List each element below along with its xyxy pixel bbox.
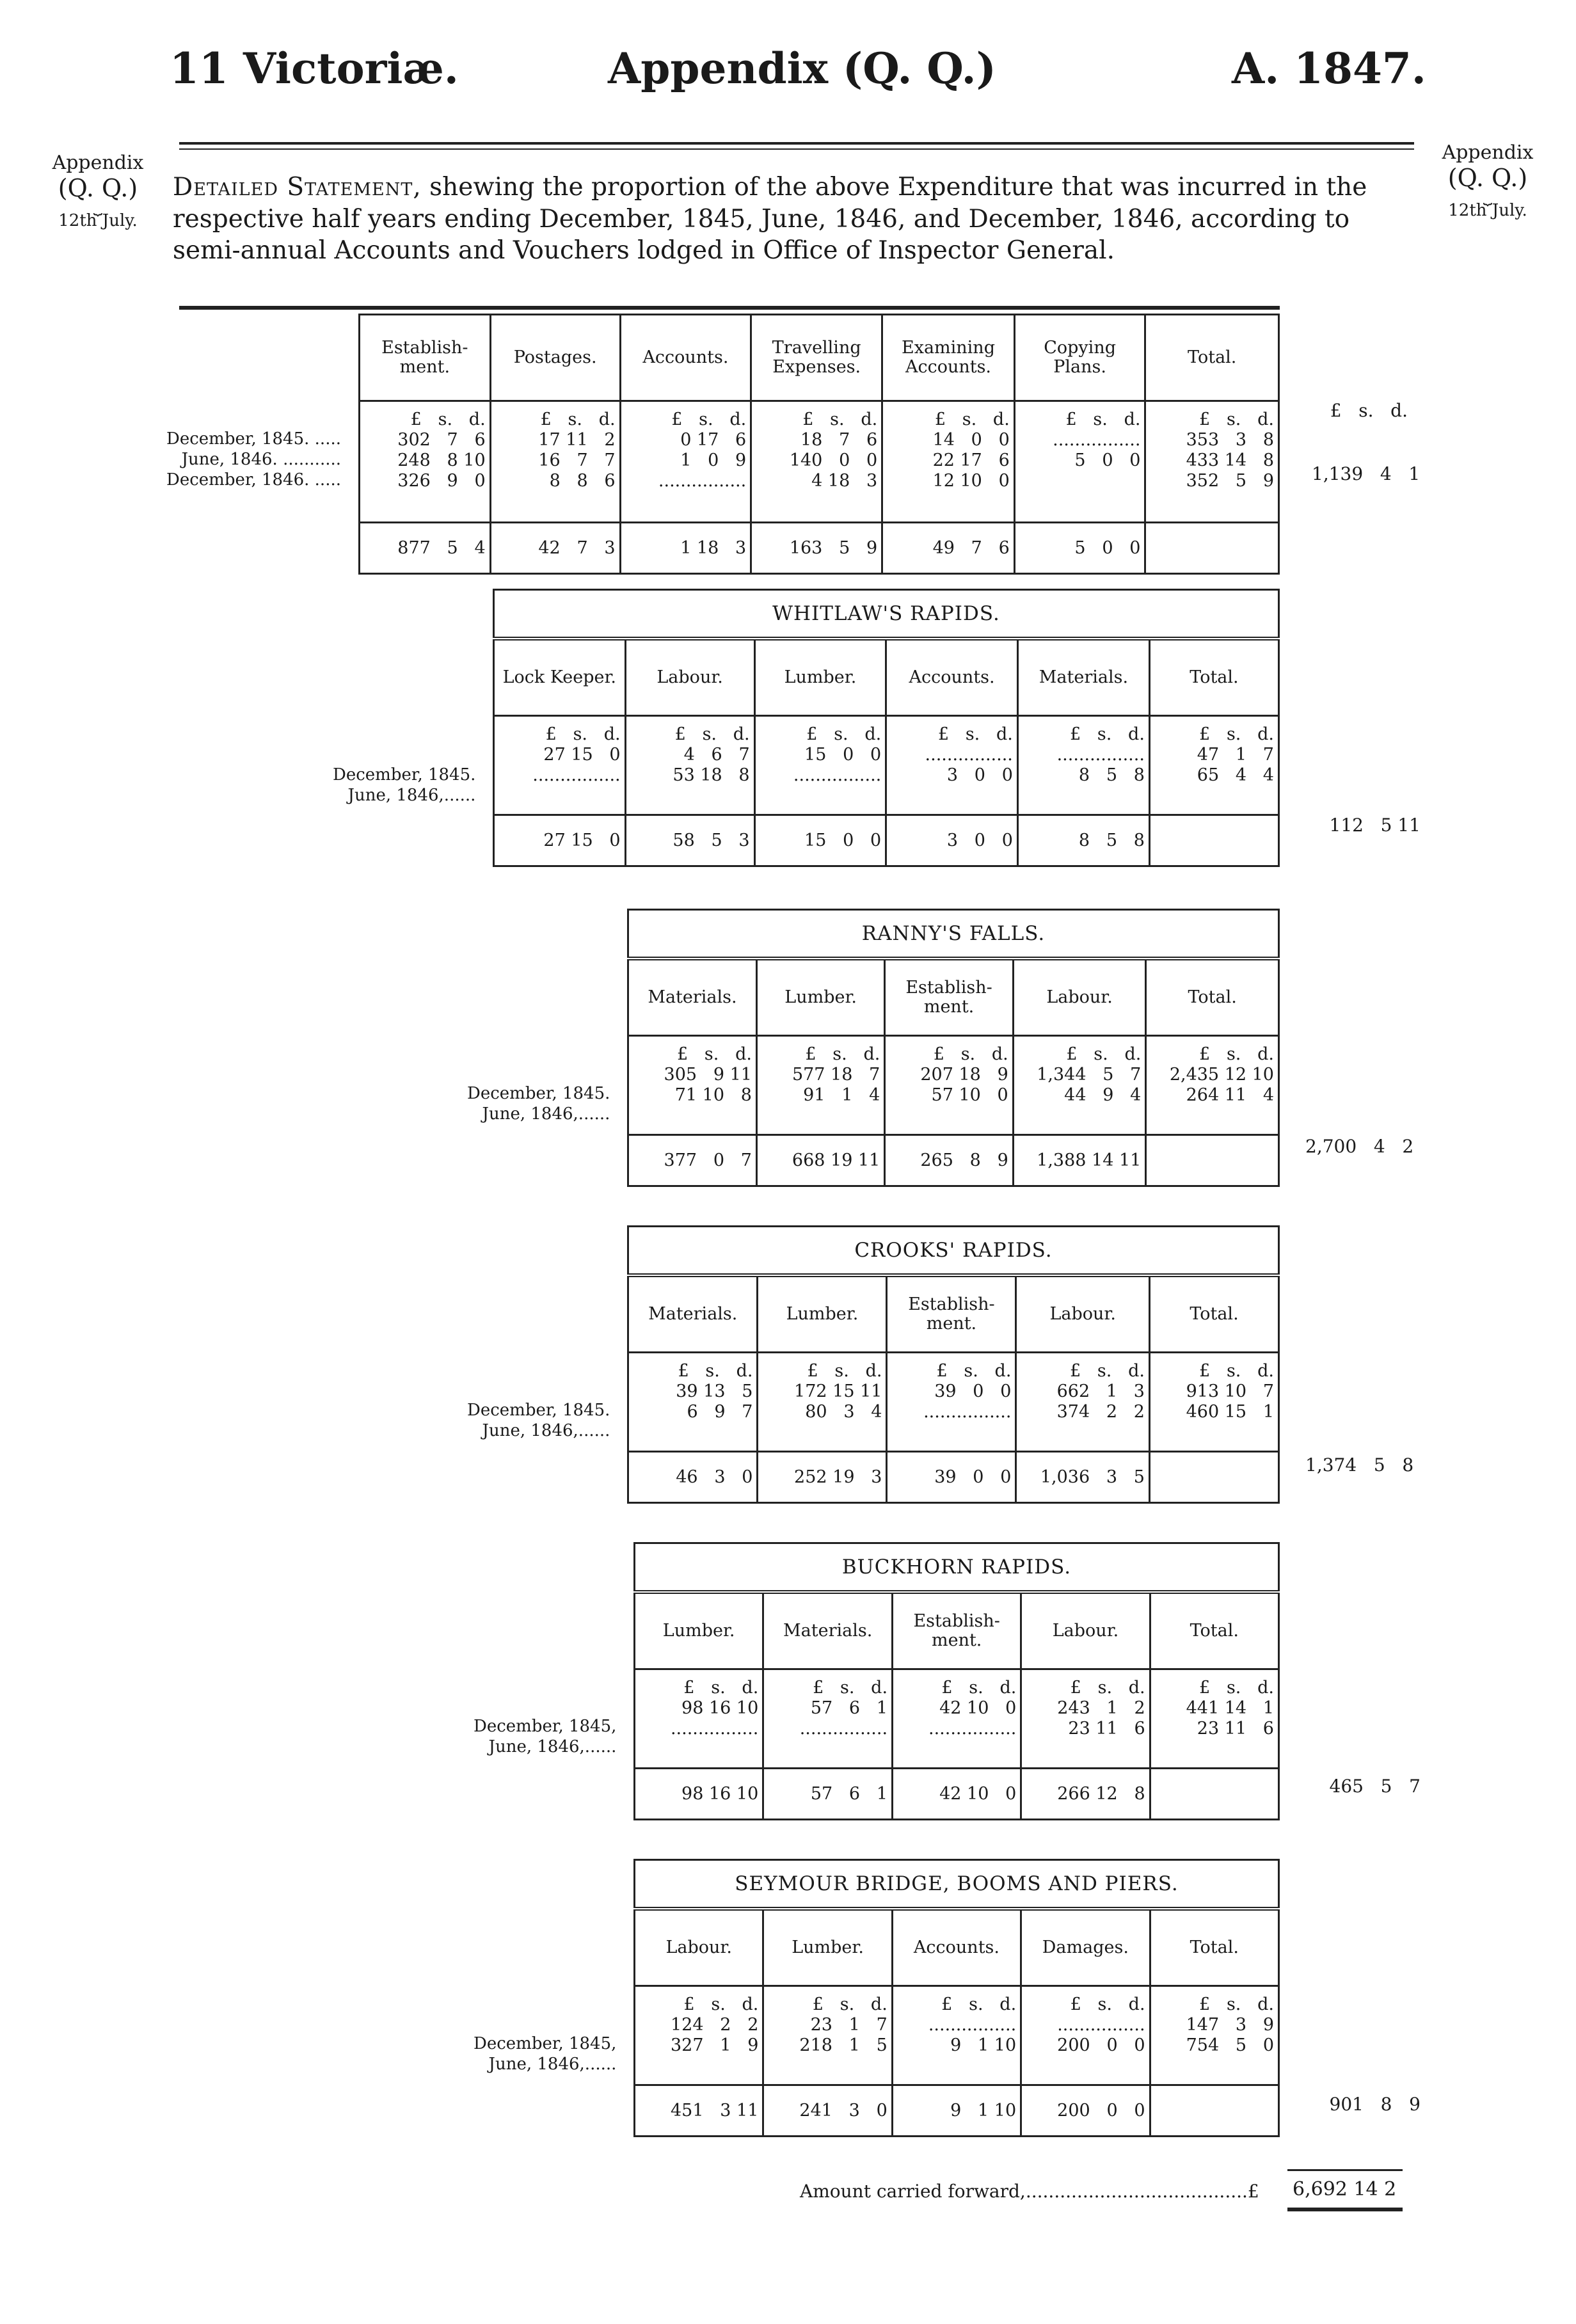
value-line: 39 13 5 <box>676 1381 753 1401</box>
period-label: June, 1846,...... <box>347 786 476 805</box>
margin-note-left: Appendix (Q. Q.) ⏟ 12th July. <box>52 152 144 230</box>
value-line: ................ <box>793 765 882 785</box>
value-line: 4 18 3 <box>811 471 878 491</box>
value-line: 4 6 7 <box>683 744 750 765</box>
value-cell <box>754 715 886 815</box>
value-cell <box>751 401 882 523</box>
section-title: RANNY'S FALLS. <box>628 910 1279 959</box>
value-line: 57 10 0 <box>931 1085 1008 1105</box>
value-line: 27 15 0 <box>543 744 621 765</box>
period-label: June, 1846. ........... <box>181 450 341 469</box>
value-line: ................ <box>799 1718 888 1739</box>
value-line: 302 7 6 <box>397 430 486 450</box>
value-line: 12 10 0 <box>932 471 1010 491</box>
value-line: 14 0 0 <box>932 430 1010 450</box>
column-total: 9 1 10 <box>892 2085 1021 2136</box>
unit-header: £ s. d. <box>937 724 1013 744</box>
value-cell <box>758 1352 887 1451</box>
unit-header: £ s. d. <box>683 1994 759 2014</box>
column-header: Materials. <box>628 1275 758 1352</box>
value-line: 6 9 7 <box>687 1401 753 1422</box>
table-seymour <box>633 1859 1280 2137</box>
value-cell <box>360 401 491 523</box>
value-cell <box>886 715 1018 815</box>
column-total: 241 3 0 <box>763 2085 892 2136</box>
unit-header: £ s. d. <box>807 1360 882 1381</box>
value-line: 353 3 8 <box>1186 430 1274 450</box>
column-header: Establish-ment. <box>887 1275 1016 1352</box>
column-header: Materials. <box>763 1592 893 1669</box>
period-label: December, 1845. <box>467 1084 610 1103</box>
value-line: 460 15 1 <box>1186 1401 1274 1422</box>
value-line: 8 5 8 <box>1078 765 1145 785</box>
unit-header: £ s. d. <box>1199 1677 1274 1698</box>
value-line: 243 1 2 <box>1057 1698 1145 1718</box>
value-cell <box>1146 1035 1279 1134</box>
column-total: 265 8 9 <box>885 1134 1013 1186</box>
period-label: June, 1846,...... <box>488 1737 617 1756</box>
value-line: 3 0 0 <box>946 765 1013 785</box>
column-header: Establish-ment. <box>893 1592 1021 1669</box>
value-line: 305 9 11 <box>664 1064 752 1085</box>
period-label: December, 1845, <box>474 2034 617 2053</box>
column-header: Materials. <box>628 959 757 1035</box>
value-line: 326 9 0 <box>397 471 486 491</box>
column-total: 27 15 0 <box>494 815 626 866</box>
value-line: 22 17 6 <box>932 450 1010 470</box>
column-total: 49 7 6 <box>882 523 1015 574</box>
column-total: 5 0 0 <box>1014 523 1145 574</box>
column-header: Examining Accounts. <box>882 315 1015 401</box>
section-title: WHITLAW'S RAPIDS. <box>494 590 1279 639</box>
statement-lead: Detailed Statement, <box>173 173 422 202</box>
unit-header: £ s. d. <box>1069 724 1145 744</box>
header-rule <box>179 142 1414 145</box>
value-cell <box>620 401 751 523</box>
value-line: 0 17 6 <box>680 430 747 450</box>
column-header: Damages. <box>1021 1909 1150 1986</box>
value-cell <box>628 1352 758 1451</box>
value-cell <box>756 1035 884 1134</box>
value-line: 1 0 9 <box>680 450 747 470</box>
value-line: 98 16 10 <box>681 1698 759 1718</box>
value-line: 207 18 9 <box>920 1064 1008 1085</box>
carried-forward-value: 6,692 14 2 <box>1293 2178 1397 2201</box>
value-line: 42 10 0 <box>939 1698 1017 1718</box>
value-line: ................ <box>1057 2014 1145 2035</box>
unit-header: £ s. d. <box>671 410 747 429</box>
period-labels <box>467 1400 610 1441</box>
value-line: ................ <box>928 2014 1017 2035</box>
value-line <box>1019 471 1141 491</box>
value-line: 248 8 10 <box>397 450 486 470</box>
value-cell <box>1021 1669 1150 1768</box>
column-header: Establish-ment. <box>360 315 491 401</box>
column-total: 252 19 3 <box>758 1451 887 1502</box>
value-line: ................ <box>925 744 1013 765</box>
column-total: 8 5 8 <box>1017 815 1149 866</box>
unit-header: £ s. d. <box>674 724 750 744</box>
unit-header: £ s. d. <box>1199 1044 1274 1064</box>
section-title: CROOKS' RAPIDS. <box>628 1227 1279 1276</box>
value-cell <box>1016 1352 1150 1451</box>
column-total: 1,388 14 11 <box>1013 1134 1146 1186</box>
column-header: Labour. <box>1016 1275 1150 1352</box>
table-crooks <box>627 1225 1280 1504</box>
column-total <box>1150 2085 1278 2136</box>
value-line: 1,344 5 7 <box>1037 1064 1142 1085</box>
column-total: 42 10 0 <box>893 1768 1021 1819</box>
value-line: 577 18 7 <box>792 1064 880 1085</box>
column-header: Total. <box>1150 1909 1278 1986</box>
column-total: 200 0 0 <box>1021 2085 1150 2136</box>
period-label: December, 1845. <box>467 1401 610 1420</box>
unit-header: £ s. d. <box>545 724 621 744</box>
table-general <box>358 314 1280 575</box>
value-line: ................ <box>928 1718 1017 1739</box>
column-header: Copying Plans. <box>1014 315 1145 401</box>
column-total: 1 18 3 <box>620 523 751 574</box>
column-header: Lumber. <box>635 1592 763 1669</box>
column-header: Labour. <box>1021 1592 1150 1669</box>
period-labels <box>166 429 341 490</box>
value-cell <box>887 1352 1016 1451</box>
column-total: 877 5 4 <box>360 523 491 574</box>
value-line: ................ <box>1053 430 1141 450</box>
column-total <box>1150 1768 1278 1819</box>
value-line: ................ <box>1056 744 1145 765</box>
margin-note-right: Appendix (Q. Q.) ⏟ 12th July. <box>1442 141 1534 220</box>
period-label: December, 1845. <box>333 765 476 784</box>
value-cell <box>1150 1669 1278 1768</box>
column-header: Accounts. <box>886 639 1018 715</box>
unit-header: £ s. d. <box>1070 1994 1145 2014</box>
column-header: Lumber. <box>754 639 886 715</box>
value-line: 23 11 6 <box>1197 1718 1274 1739</box>
value-line: ................ <box>923 1401 1012 1422</box>
unit-header: £ s. d. <box>802 410 878 429</box>
unit-header: £ s. d. <box>934 410 1010 429</box>
section-grand-total: 1,374 5 8 <box>1305 1454 1414 1476</box>
value-line: 53 18 8 <box>673 765 750 785</box>
period-label: December, 1845, <box>474 1717 617 1736</box>
column-header: Accounts. <box>892 1909 1021 1986</box>
value-line: 8 8 6 <box>549 471 616 491</box>
value-line: 913 10 7 <box>1186 1381 1274 1401</box>
column-total <box>1146 1134 1279 1186</box>
value-cell <box>1014 401 1145 523</box>
value-cell <box>625 715 754 815</box>
value-cell <box>763 1669 893 1768</box>
value-line: 91 1 4 <box>803 1085 880 1105</box>
value-cell <box>763 1986 892 2085</box>
value-line: 71 10 8 <box>674 1085 752 1105</box>
value-cell <box>1017 715 1149 815</box>
carried-forward-rule-top <box>1287 2169 1403 2171</box>
value-line: ................ <box>532 765 621 785</box>
statement-text: shewing the proportion of the above Expenditure that was incurred in the respective half years ending December, 1845, June, 1846, and December, 1846, according to semi-annual Accounts and Vouchers lodged in Office of Inspector General. <box>173 173 1367 266</box>
table-whitlaw <box>493 589 1280 867</box>
section-grand-total: £ s. d. 1,139 4 1 <box>1312 400 1421 484</box>
column-header: Lumber. <box>763 1909 892 1986</box>
period-labels <box>474 1716 616 1757</box>
column-total: 42 7 3 <box>490 523 620 574</box>
header-rule-thin <box>179 148 1414 150</box>
unit-header: £ s. d. <box>1199 1994 1274 2014</box>
table-buckhorn <box>633 1542 1280 1820</box>
column-total: 57 6 1 <box>763 1768 893 1819</box>
value-line: 15 0 0 <box>804 744 882 765</box>
value-cell <box>1149 715 1278 815</box>
period-label: December, 1846. ..... <box>166 470 341 489</box>
column-header: Total. <box>1149 1275 1278 1352</box>
column-total <box>1145 523 1279 574</box>
value-cell <box>635 1986 763 2085</box>
section-grand-total: 112 5 11 <box>1329 815 1421 836</box>
value-line: 47 1 7 <box>1197 744 1274 765</box>
value-line: 264 11 4 <box>1186 1085 1274 1105</box>
column-total: 3 0 0 <box>886 815 1018 866</box>
column-total: 1,036 3 5 <box>1016 1451 1150 1502</box>
value-line: 80 3 4 <box>805 1401 882 1422</box>
value-line: 433 14 8 <box>1186 450 1274 470</box>
column-total: 163 5 9 <box>751 523 882 574</box>
column-total: 39 0 0 <box>887 1451 1016 1502</box>
column-header: Labour. <box>625 639 754 715</box>
period-labels <box>333 765 475 806</box>
value-cell <box>490 401 620 523</box>
column-header: Lock Keeper. <box>494 639 626 715</box>
value-line: 352 5 9 <box>1186 471 1274 491</box>
value-line: 200 0 0 <box>1057 2035 1145 2055</box>
value-cell <box>1021 1986 1150 2085</box>
unit-header: £ s. d. <box>805 1044 880 1064</box>
value-line: 172 15 11 <box>794 1381 882 1401</box>
value-cell <box>885 1035 1013 1134</box>
unit-header: £ s. d. <box>410 410 486 429</box>
column-header: Accounts. <box>620 315 751 401</box>
unit-header: £ s. d. <box>941 1677 1017 1698</box>
column-header: Total. <box>1146 959 1279 1035</box>
column-header: Labour. <box>635 1909 763 1986</box>
unit-header: £ s. d. <box>813 1677 888 1698</box>
value-line: 327 1 9 <box>671 2035 759 2055</box>
value-line: 9 1 10 <box>950 2035 1017 2055</box>
value-line: 441 14 1 <box>1186 1698 1274 1718</box>
value-cell <box>1149 1352 1278 1451</box>
value-line: 5 0 0 <box>1074 450 1141 470</box>
value-cell <box>892 1986 1021 2085</box>
column-header: Postages. <box>490 315 620 401</box>
column-header: Establish-ment. <box>885 959 1013 1035</box>
column-header: Total. <box>1145 315 1279 401</box>
value-cell <box>1013 1035 1146 1134</box>
value-line: 147 3 9 <box>1186 2014 1274 2035</box>
column-header: Total. <box>1150 1592 1278 1669</box>
value-cell <box>1145 401 1279 523</box>
value-line: 23 1 7 <box>810 2014 887 2035</box>
unit-header: £ s. d. <box>1070 1360 1145 1381</box>
value-line: 662 1 3 <box>1056 1381 1145 1401</box>
column-header: Total. <box>1149 639 1278 715</box>
value-line: 39 0 0 <box>934 1381 1012 1401</box>
column-total <box>1149 815 1278 866</box>
value-cell <box>628 1035 757 1134</box>
section-grand-total: 901 8 9 <box>1329 2094 1421 2115</box>
column-total: 58 5 3 <box>625 815 754 866</box>
unit-header: £ s. d. <box>1070 1677 1145 1698</box>
value-cell <box>1150 1986 1278 2085</box>
unit-header: £ s. d. <box>678 1360 753 1381</box>
page-header-year: A. 1847. <box>1232 44 1426 93</box>
column-header: Labour. <box>1013 959 1146 1035</box>
value-line: ................ <box>670 1718 759 1739</box>
column-total: 451 3 11 <box>635 2085 763 2136</box>
unit-header: £ s. d. <box>812 1994 887 2014</box>
value-line: 374 2 2 <box>1056 1401 1145 1422</box>
value-line: ................ <box>658 471 747 491</box>
unit-header: £ s. d. <box>936 1360 1012 1381</box>
value-line: 18 7 6 <box>800 430 878 450</box>
value-line: 218 1 5 <box>799 2035 887 2055</box>
column-header: Lumber. <box>758 1275 887 1352</box>
unit-header: £ s. d. <box>676 1044 752 1064</box>
column-header: Lumber. <box>756 959 884 1035</box>
page-header-session: 11 Victoriæ. <box>170 44 459 93</box>
period-label: June, 1846,...... <box>482 1421 610 1440</box>
period-label: December, 1845. ..... <box>166 429 341 449</box>
value-line: 140 0 0 <box>789 450 878 470</box>
unit-header: £ s. d. <box>941 1994 1017 2014</box>
column-total: 266 12 8 <box>1021 1768 1150 1819</box>
value-line: 2,435 12 10 <box>1169 1064 1274 1085</box>
carried-forward-rule-bottom <box>1287 2208 1403 2211</box>
unit-header: £ s. d. <box>540 410 616 429</box>
section-grand-total: 465 5 7 <box>1329 1776 1421 1797</box>
column-total: 377 0 7 <box>628 1134 757 1186</box>
column-total: 98 16 10 <box>635 1768 763 1819</box>
table-ranny <box>627 909 1280 1187</box>
value-line: 44 9 4 <box>1064 1085 1142 1105</box>
column-total <box>1149 1451 1278 1502</box>
page-header-appendix: Appendix (Q. Q.) <box>608 44 996 93</box>
period-labels <box>467 1083 610 1124</box>
value-cell <box>882 401 1015 523</box>
value-line: 754 5 0 <box>1186 2035 1274 2055</box>
unit-header: £ s. d. <box>1065 410 1141 429</box>
period-label: June, 1846,...... <box>482 1104 610 1124</box>
section-grand-total: 2,700 4 2 <box>1305 1136 1414 1157</box>
statement-intro <box>173 171 1405 267</box>
unit-header: £ s. d. <box>1199 1360 1274 1381</box>
value-line: 17 11 2 <box>538 430 616 450</box>
section-title: SEYMOUR BRIDGE, BOOMS AND PIERS. <box>635 1860 1279 1909</box>
unit-header: £ s. d. <box>1199 410 1274 429</box>
column-total: 46 3 0 <box>628 1451 758 1502</box>
column-total: 668 19 11 <box>756 1134 884 1186</box>
value-line: 23 11 6 <box>1068 1718 1145 1739</box>
unit-header: £ s. d. <box>683 1677 759 1698</box>
value-cell <box>494 715 626 815</box>
column-header: Materials. <box>1017 639 1149 715</box>
column-total: 15 0 0 <box>754 815 886 866</box>
unit-header: £ s. d. <box>933 1044 1008 1064</box>
value-line: 57 6 1 <box>810 1698 888 1718</box>
column-header: Travelling Expenses. <box>751 315 882 401</box>
intro-rule <box>179 306 1280 310</box>
section-title: BUCKHORN RAPIDS. <box>635 1543 1279 1593</box>
value-line: 16 7 7 <box>538 450 616 470</box>
value-line: 65 4 4 <box>1197 765 1274 785</box>
value-cell <box>893 1669 1021 1768</box>
value-cell <box>635 1669 763 1768</box>
period-labels <box>474 2034 616 2074</box>
unit-header: £ s. d. <box>1199 724 1274 744</box>
unit-header: £ s. d. <box>806 724 882 744</box>
value-line: 124 2 2 <box>671 2014 759 2035</box>
unit-header: £ s. d. <box>1066 1044 1142 1064</box>
carried-forward-label: Amount carried forward,.......................................£ <box>800 2181 1259 2202</box>
period-label: June, 1846,...... <box>488 2055 617 2074</box>
